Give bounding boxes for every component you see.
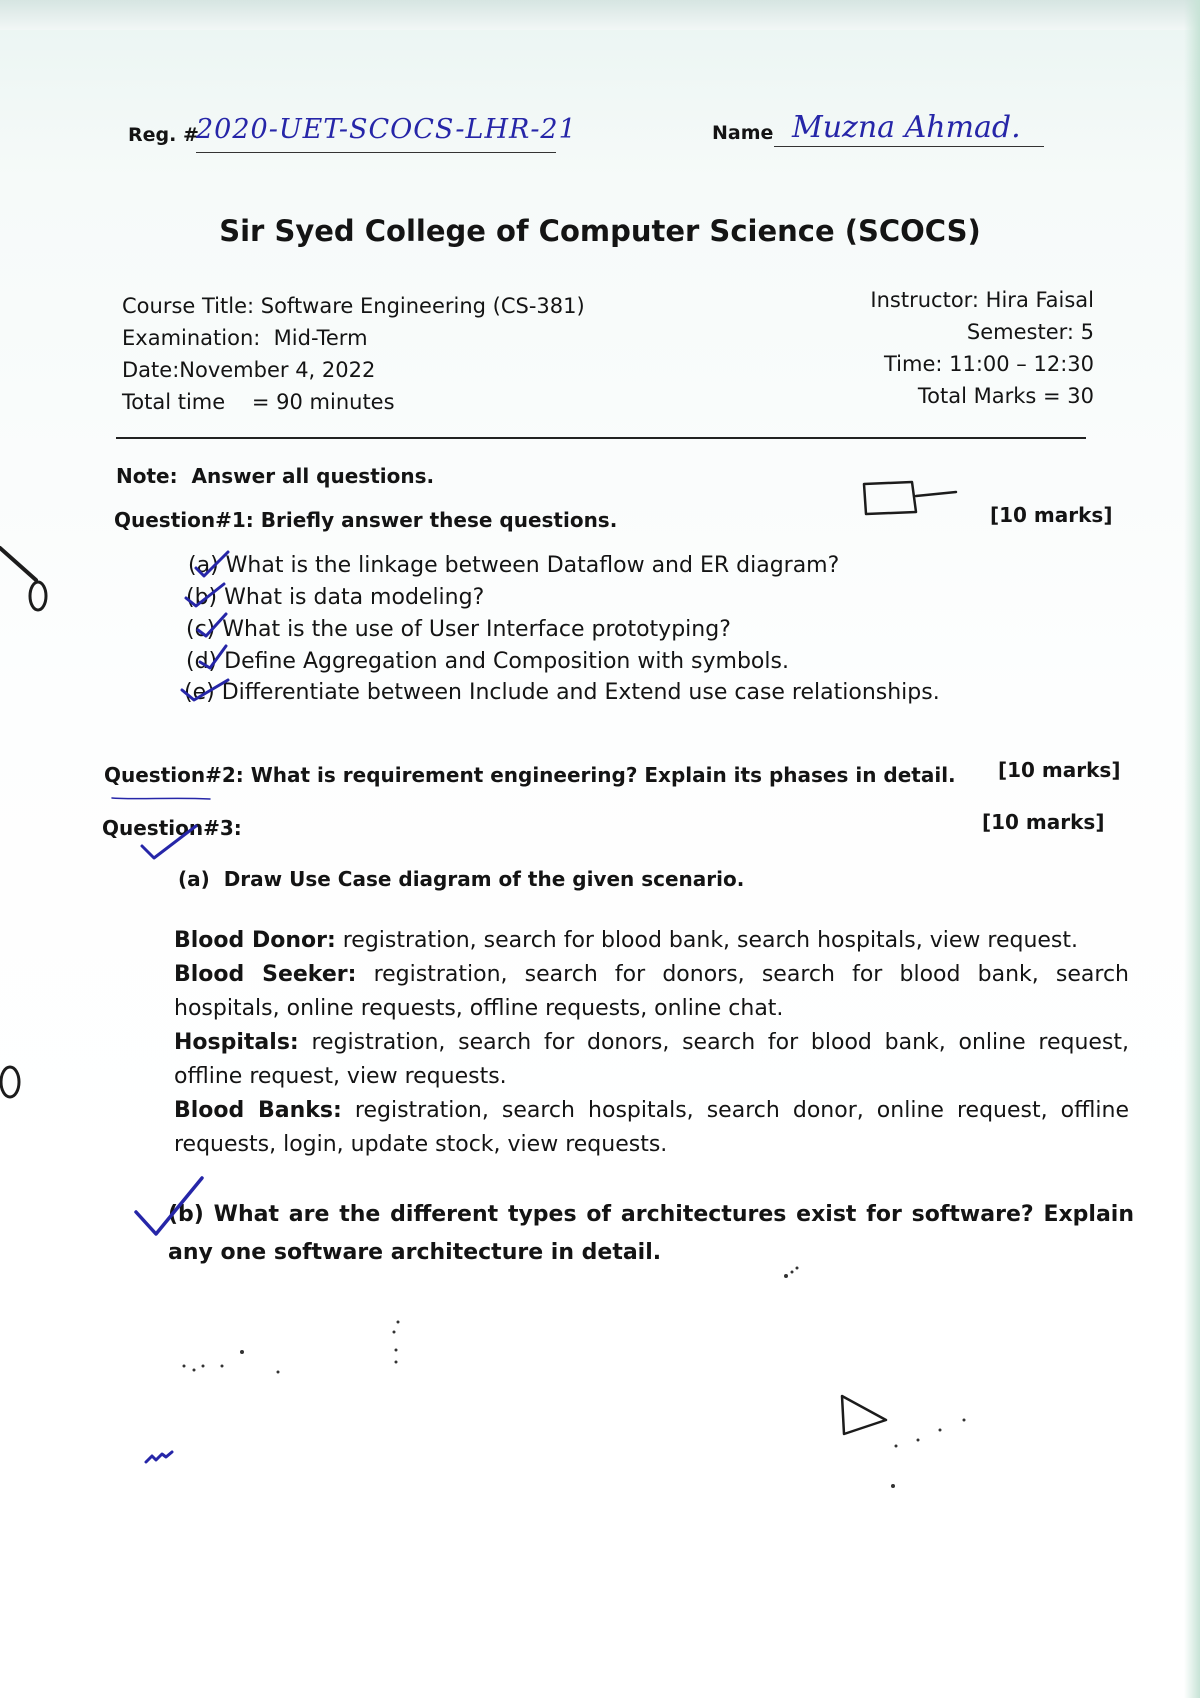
underline-squiggle-icon (112, 798, 210, 799)
q1-item-a-text: What is the linkage between Dataflow and ER diagram? (225, 553, 840, 578)
q1-item-c-label: (c) (186, 617, 216, 642)
tick-mark-e-icon (182, 680, 228, 700)
q1-item-d-text: Define Aggregation and Composition with symbols. (224, 649, 789, 674)
q1-item-d-label: (d) (186, 649, 218, 674)
instructor-line: Instructor: Hira Faisal (870, 288, 1094, 312)
actor-blood-banks: Blood Banks: (174, 1098, 342, 1123)
actor-blood-donor: Blood Donor: (174, 928, 336, 953)
total-time-line: Total time = 90 minutes (122, 390, 395, 414)
tick-mark-q3-icon (142, 826, 196, 858)
scenario-blood-donor-text: registration, search for blood bank, search hospitals, view request. (335, 928, 1079, 953)
q1-item-a-label: (a) (188, 553, 219, 578)
punch-hole-icon (1, 1067, 19, 1097)
q1-item-e-label: (e) (184, 680, 215, 705)
tick-mark-c-icon (198, 614, 226, 636)
q3-marks: [10 marks] (982, 810, 1105, 834)
q1-marks: [10 marks] (990, 503, 1113, 527)
scenario-blood-banks-text: registration, search hospitals, search donor, online request, offline requests, login, update stock, view requests. (174, 1098, 1129, 1157)
reg-number-handwritten: 2020-UET-SCOCS-LHR-21 (196, 114, 577, 145)
scenario-blood-seeker-text: registration, search for donors, search for blood bank, search hospitals, online requests, offline requests, online chat. (174, 962, 1129, 1021)
rectangle-doodle-icon (864, 482, 956, 514)
triangle-doodle-icon (842, 1396, 886, 1434)
pen-intrusion-icon (0, 548, 36, 580)
name-handwritten: Muzna Ahmad. (792, 110, 1021, 145)
semester-line: Semester: 5 (966, 320, 1094, 344)
reg-label: Reg. # (128, 124, 199, 146)
actor-hospitals: Hospitals: (174, 1030, 299, 1055)
tick-mark-a-icon (196, 552, 228, 576)
college-title: Sir Syed College of Computer Science (SCOCS) (219, 214, 981, 248)
ink-scribble-icon (146, 1452, 172, 1462)
q1-title: Question#1: Briefly answer these questions. (114, 508, 618, 532)
q3-part-b: (b) What are the different types of architectures exist for software? Explain any one software architecture in detail. (168, 1202, 1134, 1265)
q1-item-b-text: What is data modeling? (224, 585, 485, 610)
q3-title: Question#3: (102, 816, 242, 840)
examination-line: Examination: Mid-Term (122, 326, 368, 350)
tick-mark-b-icon (186, 584, 224, 606)
q3-part-a: (a) Draw Use Case diagram of the given scenario. (178, 867, 745, 891)
pen-tip-icon (30, 582, 46, 610)
note: Note: Answer all questions. (116, 464, 435, 488)
stray-dots (183, 1267, 966, 1489)
q1-item-e-text: Differentiate between Include and Extend use case relationships. (221, 680, 940, 705)
total-marks-line: Total Marks = 30 (917, 384, 1094, 408)
name-label: Name (712, 122, 774, 144)
time-line: Time: 11:00 – 12:30 (883, 352, 1094, 376)
course-title-line: Course Title: Software Engineering (CS-381) (122, 294, 585, 318)
q2-title: Question#2: What is requirement engineering? Explain its phases in detail. (104, 763, 956, 787)
q1-item-b-label: (b) (186, 585, 218, 610)
actor-blood-seeker: Blood Seeker: (174, 962, 357, 987)
q2-marks: [10 marks] (998, 758, 1121, 782)
date-line: Date:November 4, 2022 (122, 358, 376, 382)
q1-item-c-text: What is the use of User Interface prototyping? (222, 617, 731, 642)
tick-mark-d-icon (200, 646, 226, 668)
scenario-hospitals-text: registration, search for donors, search for blood bank, online request, offline request, view requests. (174, 1030, 1129, 1089)
tick-mark-part-b-icon (136, 1178, 202, 1234)
